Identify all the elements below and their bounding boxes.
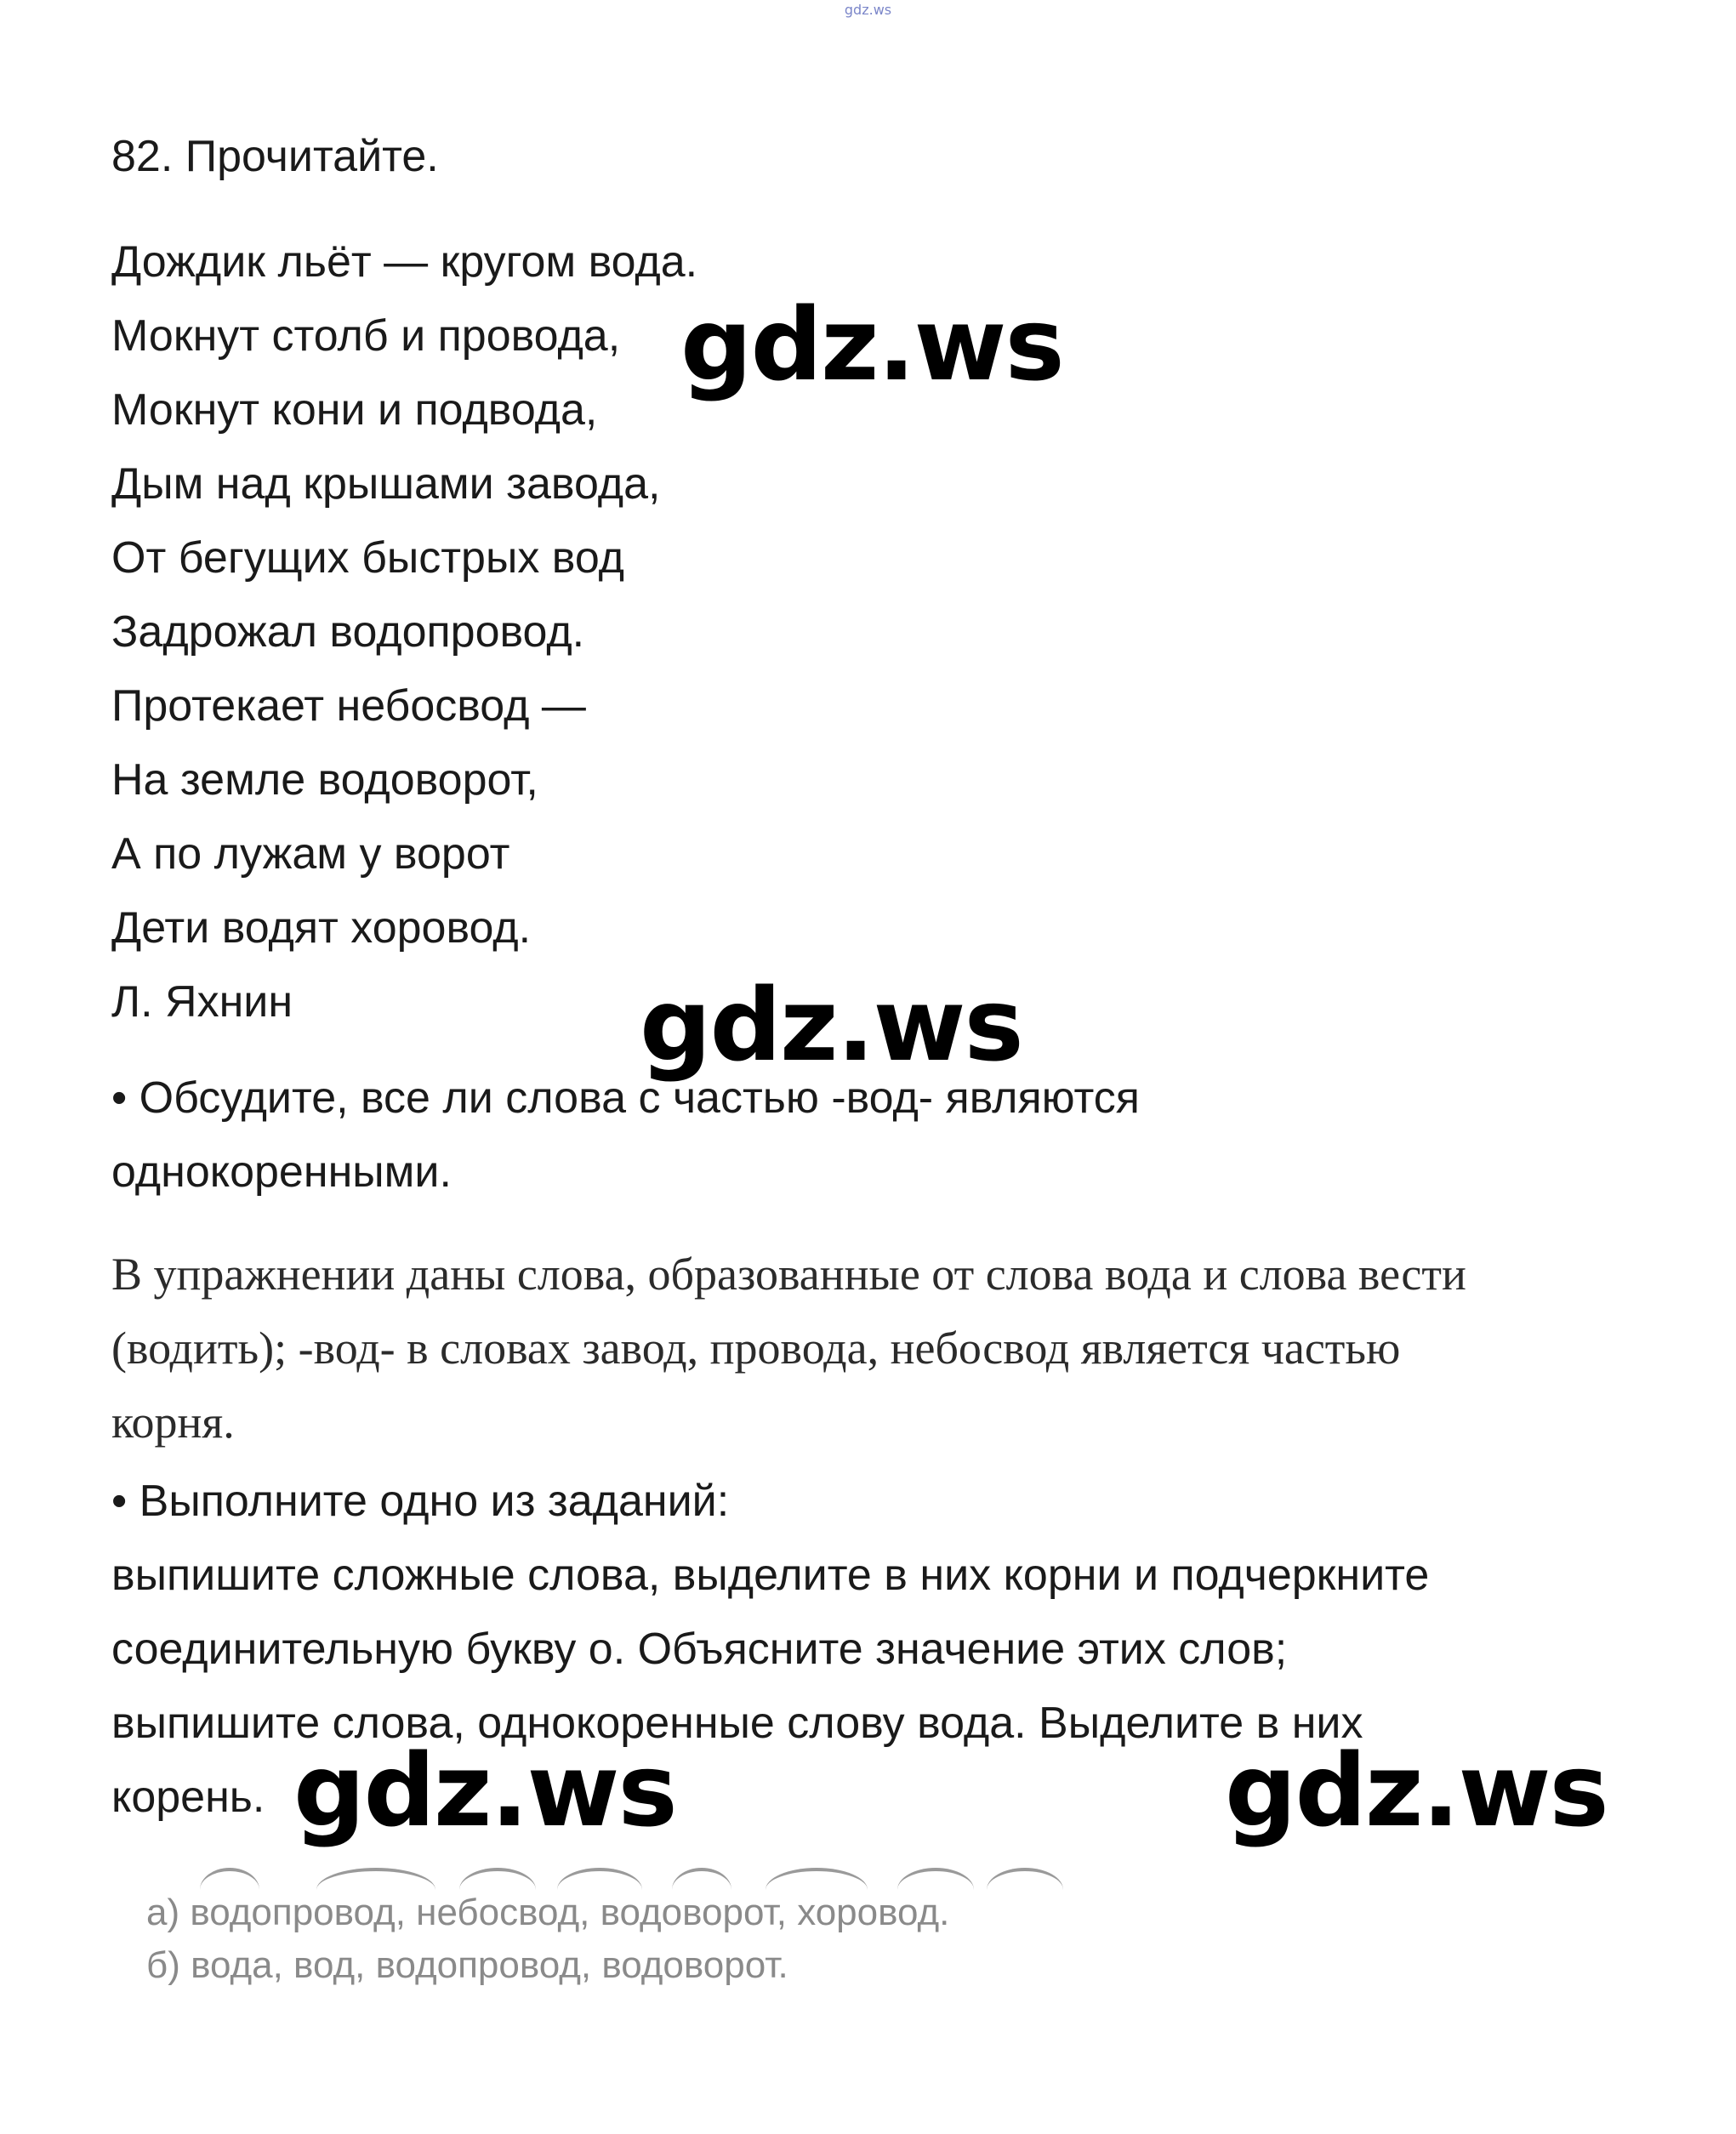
solution-block [146, 1886, 949, 1992]
task-line: выпишите слова, однокоренные слову вода. Выделите в них [111, 1699, 1363, 1748]
task-line: соединительную букву о. Объясните значение этих слов; [111, 1625, 1288, 1674]
task-line: • Выполните одно из заданий: [111, 1477, 730, 1526]
site-mark: gdz.ws [844, 2, 892, 18]
watermark: gdz.ws [680, 286, 1063, 403]
discussion-line: однокоренными. [111, 1147, 452, 1197]
answer-line: корня. [111, 1397, 235, 1448]
poem-line: Дождик льёт — кругом вода. [111, 237, 698, 287]
watermark: gdz.ws [640, 966, 1022, 1084]
watermark: gdz.ws [293, 1732, 676, 1849]
discussion-line: • Обсудите, все ли слова с частью -вод- являются [111, 1073, 1140, 1123]
poem-line: Задрожал водопровод. [111, 607, 585, 657]
answer-line: (водить); -вод- в словах завод, провода, небосвод является частью [111, 1323, 1401, 1374]
poem-line: Дети водят хоровод. [111, 903, 532, 953]
poem-line: Мокнут кони и подвода, [111, 385, 598, 435]
poem-line: А по лужам у ворот [111, 829, 510, 879]
solution-line-b: б) вода, вод, водопровод, водоворот. [146, 1944, 788, 1986]
task-line: корень. [111, 1773, 265, 1822]
answer-line: В упражнении даны слова, образованные от слова вода и слова вести [111, 1249, 1466, 1300]
poem-line: Дым над крышами завода, [111, 459, 661, 509]
poem-line: Протекает небосвод — [111, 681, 586, 731]
exercise-title: 82. Прочитайте. [111, 132, 439, 181]
poem-line: От бегущих быстрых вод [111, 533, 624, 583]
poem-line: На земле водоворот, [111, 755, 538, 805]
discussion-prompt [111, 1061, 1140, 1209]
task-line: выпишите сложные слова, выделите в них корни и подчеркните [111, 1551, 1430, 1600]
root-arc-mark [987, 1868, 1063, 1890]
solution-line-a: а) водопровод, небосвод, водоворот, хоровод. [146, 1892, 950, 1933]
poem [111, 225, 697, 1039]
poem-author: Л. Яхнин [111, 977, 293, 1027]
poem-line: Мокнут столб и провода, [111, 311, 621, 361]
watermark: gdz.ws [1225, 1732, 1608, 1849]
answer-text [111, 1238, 1466, 1460]
